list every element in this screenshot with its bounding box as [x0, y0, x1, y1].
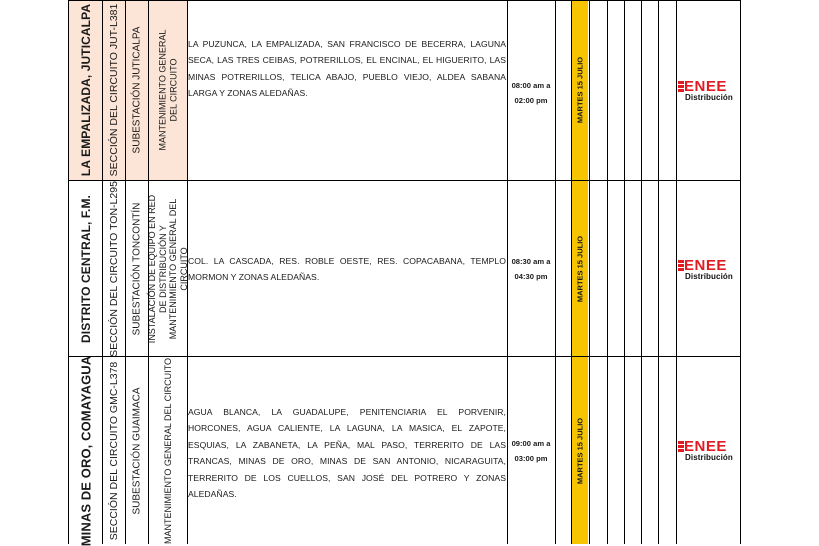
zone-cell — [69, 181, 102, 356]
work-description: INSTALACIÓN DE EQUIPO EN RED DE DISTRIBUCIÓN Y MANTENIMIENTO GENERAL DEL CIRCUITO — [147, 194, 189, 343]
row-divider — [68, 356, 740, 357]
substation-label: SUBESTACIÓN TONCONTÍN — [131, 202, 143, 335]
date-cell — [571, 0, 589, 180]
affected-areas: LA PUZUNCA, LA EMPALIZADA, SAN FRANCISCO DE BECERRA, LAGUNA SECA, LAS TRES CEIBAS, POTRERILLOS, EL ENCINAL, EL HIGUERITO, LAS MINAS POTRERILLOS, TELICA ABAJO, PUEBLO VIEJO, ALDEA SABANA LARGA Y ZONAS ALEDAÑAS. — [188, 39, 506, 99]
date-label: MARTES 15 JULIO — [575, 56, 585, 124]
column-divider — [740, 0, 741, 544]
time-start: 08:00 am a — [511, 81, 551, 90]
substation-label: SUBESTACIÓN JUTICALPA — [131, 26, 143, 154]
enee-brand: ENEE — [684, 257, 727, 274]
work-cell — [149, 0, 187, 180]
column-divider — [676, 0, 677, 544]
work-cell — [149, 181, 187, 356]
column-divider — [658, 0, 659, 544]
column-divider — [607, 0, 608, 544]
time-range — [508, 254, 554, 284]
column-divider — [624, 0, 625, 544]
row-divider — [68, 0, 740, 1]
column-divider — [507, 0, 508, 544]
zone-cell — [69, 357, 102, 544]
zone-name: MINAS DE ORO, COMAYAGUA — [78, 355, 93, 546]
time-end: 02:00 pm — [514, 96, 548, 105]
enee-distribution: Distribución — [685, 272, 733, 281]
circuit-cell — [103, 181, 125, 356]
circuit-label: SECCIÓN DEL CIRCUITO TON-L295 — [108, 180, 120, 357]
affected-areas: COL. LA CASCADA, RES. ROBLE OESTE, RES. COPACABANA, TEMPLO MORMON Y ZONAS ALEDAÑAS. — [188, 256, 506, 283]
work-description: MANTENIMIENTO GENERAL DEL CIRCUITO — [157, 29, 178, 151]
date-cell — [571, 357, 589, 544]
row-divider — [68, 180, 740, 181]
date-label: MARTES 15 JULIO — [575, 235, 585, 302]
zone-name: DISTRITO CENTRAL, F.M. — [78, 194, 93, 343]
substation-cell — [126, 0, 148, 180]
column-divider — [589, 0, 590, 544]
zone-name: LA EMPALIZADA, JUTICALPA — [78, 3, 93, 177]
substation-cell — [126, 357, 148, 544]
time-start: 08:30 am a — [511, 257, 551, 266]
enee-logo — [678, 440, 742, 466]
affected-areas: AGUA BLANCA, LA GUADALUPE, PENITENCIARIA EL PORVENIR, HORCONES, AGUA CALIENTE, LA LAGUNA, LA MASICA, EL ZAPOTE, ESQUIAS, LA ZABANETA, LA PEÑA, MAL PASO, TERRERITO DE LAS TRANCAS, MINAS DE ORO, MINAS DE SAN ANTONIO, NICARAGUITA, TERRERITO DE LOS CUELLOS, SAN JOSÉ DEL POTRERO Y ZONAS ALEDAÑAS. — [188, 407, 506, 500]
zone-cell — [69, 0, 102, 180]
column-divider — [148, 0, 149, 544]
column-divider — [641, 0, 642, 544]
column-divider — [187, 0, 188, 544]
time-range — [508, 436, 554, 466]
table-row — [0, 0, 819, 180]
substation-label: SUBESTACIÓN GUAIMACA — [131, 386, 143, 515]
column-divider — [571, 0, 572, 544]
column-divider — [68, 0, 69, 544]
substation-cell — [126, 181, 148, 356]
column-divider — [555, 0, 556, 544]
enee-brand: ENEE — [684, 78, 727, 95]
work-cell — [149, 357, 187, 544]
date-label: MARTES 15 JULIO — [575, 417, 585, 484]
enee-distribution: Distribución — [685, 93, 733, 102]
date-cell — [571, 181, 589, 356]
circuit-label: SECCIÓN DEL CIRCUITO GMC-L378 — [108, 361, 120, 540]
time-end: 04:30 pm — [514, 272, 548, 281]
circuit-cell — [103, 357, 125, 544]
work-description: MANTENIMIENTO GENERAL DEL CIRCUITO — [162, 357, 173, 544]
enee-logo — [678, 259, 742, 285]
enee-brand: ENEE — [684, 438, 727, 455]
time-start: 09:00 am a — [511, 439, 551, 448]
time-end: 03:00 pm — [514, 454, 548, 463]
table-row — [0, 356, 819, 544]
enee-logo — [678, 80, 742, 106]
table-row — [0, 180, 819, 356]
column-divider — [125, 0, 126, 544]
column-divider — [102, 0, 103, 544]
enee-distribution: Distribución — [685, 453, 733, 462]
circuit-label: SECCIÓN DEL CIRCUITO JUT-L381 — [108, 3, 120, 177]
circuit-cell — [103, 0, 125, 180]
time-range — [508, 78, 554, 108]
